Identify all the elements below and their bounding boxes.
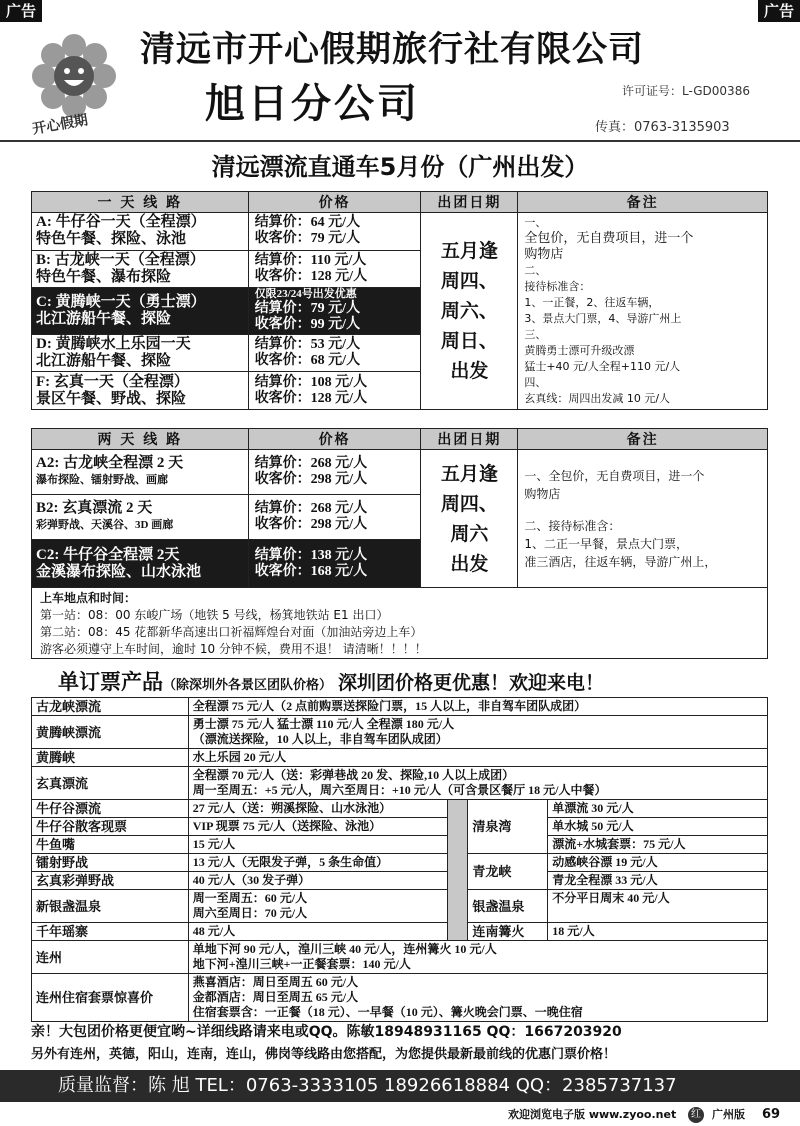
- price-d: 结算价：53 元/人 收客价：68 元/人: [248, 334, 421, 372]
- route-a2: A2: 古龙峡全程漂 2 天 瀑布探险、镭射野战、画廊: [32, 450, 249, 495]
- one-day-header-route: 一 天 线 路: [32, 192, 249, 213]
- price-f: 结算价：108 元/人 收客价：128 元/人: [248, 372, 421, 410]
- ticket-name: 牛仔谷漂流: [32, 800, 189, 818]
- ticket-price: 全程漂 75 元/人（2 点前购票送探险门票，15 人以上，非自驾车团队成团）: [188, 698, 767, 716]
- ticket-price: 40 元/人（30 发子弹）: [188, 872, 448, 890]
- page-footer: [0, 1104, 800, 1126]
- ticket-price: 单地下河 90 元/人，湟川三峡 40 元/人，连州篝火 10 元/人 地下河+湟川三峡+一正餐套票：140 元/人: [188, 941, 767, 974]
- one-day-departure: 五月逢 周四、 周六、 周日、 出发: [421, 213, 518, 410]
- ticket-name: 青龙峡: [468, 854, 548, 890]
- page-title: 清远漂流直通车5月份（广州出发）: [211, 153, 589, 181]
- ticket-name: 玄真彩弹野战: [32, 872, 189, 890]
- route-f: F: 玄真一天（全程漂） 景区午餐、野战、探险: [32, 372, 249, 410]
- ticket-price: VIP 现票 75 元/人（送探险、泳池）: [188, 818, 448, 836]
- company-logo: [18, 28, 130, 138]
- price-a: 结算价：64 元/人 收客价：79 元/人: [248, 213, 421, 251]
- company-name: 清远市开心假期旅行社有限公司: [140, 30, 645, 70]
- ticket-price: 水上乐园 20 元/人: [188, 749, 767, 767]
- footer-text: 欢迎浏览电子版 www.zyoo.net: [508, 1108, 677, 1121]
- one-day-notes: [518, 213, 768, 410]
- fax-number: 传真：0763-3135903: [595, 120, 730, 135]
- pickup-stop-2: 第二站：08：45 花都新华高速出口祈福辉煌台对面（加油站旁边上车）: [40, 625, 423, 639]
- route-b2: B2: 玄真漂流 2 天 彩弹野战、天溪谷、3D 画廊: [32, 495, 249, 540]
- tickets-divider: [448, 800, 468, 941]
- one-day-notes-list: 一、 全包价，无自费项目，进一个 购物店 二、 接待标准含： 1、一正餐，2、往返车辆， 3、景点大门票，4、导游广州上 三、 黄腾勇士漂可升级改漂 猛士+40 元/人全程+110 元/人 四、 玄真线：周四出发减 10 元/人: [524, 216, 694, 405]
- ticket-price: 勇士漂 75 元/人 猛士漂 110 元/人 全程漂 180 元/人 （漂流送探险，10 人以上，非自驾车团队成团）: [188, 716, 767, 749]
- two-day-notes-list: 一、全包价，无自费项目，进一个 购物店 二、接待标准含： 1、二正一早餐，景点大门票， 准三酒店，往返车辆，导游广州上，: [524, 468, 717, 569]
- price-b: 结算价：110 元/人 收客价：128 元/人: [248, 250, 421, 288]
- ticket-price: 青龙全程漂 33 元/人: [548, 872, 768, 890]
- ticket-price: 单水城 50 元/人: [548, 818, 768, 836]
- two-day-routes-table: [31, 428, 768, 588]
- ticket-price: 18 元/人: [548, 923, 768, 941]
- ticket-price: 13 元/人（无限发子弹，5 条生命值）: [188, 854, 448, 872]
- two-day-header-notes: 备注: [518, 429, 768, 450]
- price-c2: 结算价：138 元/人 收客价：168 元/人: [248, 540, 421, 588]
- branch-name: 旭日分公司: [205, 81, 420, 127]
- promo-line-2: 另外有连州，英德，阳山，连南，连山，佛岗等线路由您搭配，为您提供最新最前线的优惠门票价格！: [31, 1047, 617, 1062]
- ticket-name: 玄真漂流: [32, 767, 189, 800]
- ad-label-left: 广告: [0, 0, 42, 22]
- ticket-price: 漂流+水城套票：75 元/人: [548, 836, 768, 854]
- two-day-departure: 五月逢 周四、 周六 出发: [421, 450, 518, 588]
- two-day-header-route: 两 天 线 路: [32, 429, 249, 450]
- ticket-name: 牛鱼嘴: [32, 836, 189, 854]
- pickup-warning: 游客必须遵守上车时间，逾时 10 分钟不候，费用不退！ 请清晰！！！！: [40, 642, 427, 656]
- license-number: 许可证号：L-GD00386: [622, 84, 750, 98]
- price-c-promo: 仅限23/24号出发优惠: [254, 288, 357, 301]
- ticket-name: 古龙峡漂流: [32, 698, 189, 716]
- ticket-name: 黄腾峡: [32, 749, 189, 767]
- edition-label: 广州版: [712, 1108, 745, 1121]
- ticket-price: 周一至周五：60 元/人 周六至周日：70 元/人: [188, 890, 448, 923]
- price-c: 仅限23/24号出发优惠 结算价：79 元/人 收客价：99 元/人: [248, 288, 421, 335]
- page-number: 69: [762, 1107, 781, 1122]
- logo-text: 开心假期: [31, 112, 90, 138]
- ticket-name: 连州住宿套票惊喜价: [32, 974, 189, 1022]
- price-b2: 结算价：268 元/人 收客价：298 元/人: [248, 495, 421, 540]
- route-c2: C2: 牛仔谷全程漂 2天 金溪瀑布探险、山水泳池: [32, 540, 249, 588]
- one-day-routes-table: [31, 191, 768, 410]
- ticket-price: 动感峡谷漂 19 元/人: [548, 854, 768, 872]
- one-day-header-price: 价格: [248, 192, 421, 213]
- ticket-price: 单漂流 30 元/人: [548, 800, 768, 818]
- ticket-price: 不分平日周末 40 元/人: [548, 890, 768, 923]
- ticket-name: 连南篝火: [468, 923, 548, 941]
- tickets-subtitle: （除深圳外各景区团队价格）: [163, 678, 333, 693]
- ticket-price: 全程漂 70 元/人（送：彩弹巷战 20 发、探险,10 人以上成团） 周一至周五：+5 元/人，周六至周日：+10 元/人（可含景区餐厅 18 元/人中餐）: [188, 767, 767, 800]
- two-day-header-price: 价格: [248, 429, 421, 450]
- route-a: A: 牛仔谷一天（全程漂） 特色午餐、探险、泳池: [32, 213, 249, 251]
- shenzhen-offer: 深圳团价格更优惠！欢迎来电！: [338, 672, 605, 694]
- route-d: D: 黄腾峡水上乐园一天 北江游船午餐、探险: [32, 334, 249, 372]
- pickup-title: 上车地点和时间：: [40, 591, 137, 605]
- route-b: B: 古龙峡一天（全程漂） 特色午餐、瀑布探险: [32, 250, 249, 288]
- price-a2: 结算价：268 元/人 收客价：298 元/人: [248, 450, 421, 495]
- ticket-name: 千年瑶寨: [32, 923, 189, 941]
- one-day-header-date: 出团日期: [421, 192, 518, 213]
- pickup-info: [31, 587, 768, 659]
- red-logo-icon: 红: [688, 1107, 704, 1123]
- route-c: C: 黄腾峡一天（勇士漂） 北江游船午餐、探险: [32, 288, 249, 335]
- ad-label-right: 广告: [758, 0, 800, 22]
- header-divider: [0, 140, 800, 142]
- two-day-header-date: 出团日期: [421, 429, 518, 450]
- ticket-name: 新银盏温泉: [32, 890, 189, 923]
- two-day-notes: [518, 450, 768, 588]
- quality-supervision-bar: 质量监督：陈 旭 TEL：0763-3333105 18926618884 QQ：2385737137: [0, 1070, 800, 1102]
- ticket-name: 清泉湾: [468, 800, 548, 854]
- ticket-name: 黄腾峡漂流: [32, 716, 189, 749]
- promo-line-1: 亲！大包团价格更便宜哟~详细线路请来电或QQ。陈敏18948931165 QQ：1667203920: [31, 1024, 622, 1040]
- ticket-name: 银盏温泉: [468, 890, 548, 923]
- ticket-name: 牛仔谷散客现票: [32, 818, 189, 836]
- ticket-price: 燕喜酒店：周日至周五 60 元/人 金都酒店：周日至周五 65 元/人 住宿套票含：一正餐（18 元）、一早餐（10 元）、篝火晚会门票、一晚住宿: [188, 974, 767, 1022]
- ticket-price: 48 元/人: [188, 923, 448, 941]
- tickets-table: [31, 697, 768, 1022]
- pickup-stop-1: 第一站：08：00 东峻广场（地铁 5 号线，杨箕地铁站 E1 出口）: [40, 608, 389, 622]
- ticket-price: 27 元/人（送：朔溪探险、山水泳池）: [188, 800, 448, 818]
- ticket-price: 15 元/人: [188, 836, 448, 854]
- one-day-header-notes: 备注: [518, 192, 768, 213]
- ticket-name: 连州: [32, 941, 189, 974]
- ticket-name: 镭射野战: [32, 854, 189, 872]
- tickets-title: 单订票产品: [58, 670, 163, 694]
